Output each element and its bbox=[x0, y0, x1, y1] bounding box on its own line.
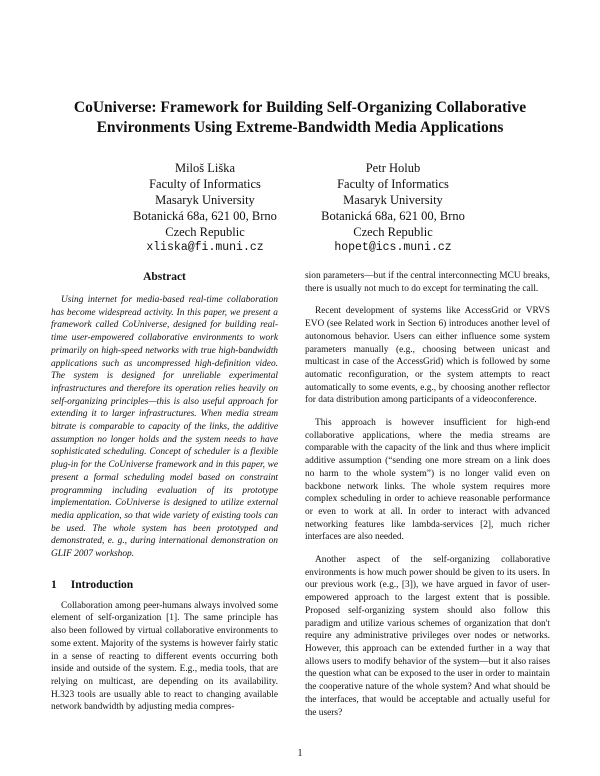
author-email: hopet@ics.muni.cz bbox=[334, 241, 452, 254]
page-number: 1 bbox=[297, 748, 303, 759]
body-paragraph: This approach is however insufficient for high-end collaborative applications, where the media streams are comparable with the capacity of the link and thus where implicit additive assumption (“sending one more stream on a link does no harm to the whole system”) is no longer valid even on backbone network links. The whole system requires more complex scheduling in order to achieve reasonable performance or even to work at all. In order to interact with advanced networking features like lambda-services [2], much richer interfaces are also needed. bbox=[305, 418, 550, 543]
author-block-2 bbox=[293, 160, 493, 256]
author-name: Miloš Liška bbox=[174, 161, 236, 175]
author-institution: Masaryk University bbox=[343, 193, 443, 207]
section-heading bbox=[51, 578, 278, 592]
right-column bbox=[305, 270, 550, 729]
body-paragraph: Another aspect of the self-organizing collaborative environments is how much power should be given to its users. In our previous work (e.g., [3]), we have argued in favor of user-empowered approach to the largest extent that is possible. Proposed self-organizing system should also follow this paradigm and utilize various schemes of organization that don't require any administrative privileges over nodes or networks. However, this approach can be extended further in a way that allows users to modify behavior of the system—but it also raises the question what can be exposed to the user in order to maintain the cooperative nature of the whole system? And what should be the interfaces, that would be acceptable and actually useful for the users? bbox=[305, 555, 550, 718]
body-paragraph: sion parameters—but if the central interconnecting MCU breaks, there is usually not much to do except for terminating the call. bbox=[305, 271, 550, 294]
left-column bbox=[51, 270, 278, 714]
author-institution: Masaryk University bbox=[155, 193, 255, 207]
abstract-text: Using internet for media-based real-time collaboration has become widespread activity. In this paper, we present a framework called CoUniverse, designed for building real-time user-empowered collaborative environments to work primarily on high-speed networks with true high-bandwidth applications such as uncompressed high-definition video. The system is designed for unreliable experimental infrastructures and therefore its operation relies heavily on self-organizing principles—this is also useful approach for extending it to larger infrastructures. When media stream bitrate is comparable to capacity of the links, the additive assumption no longer holds and the system needs to have sophisticated scheduling. Concept of scheduler is a flexible plug-in for the CoUniverse framework and in this paper, we present a formal scheduling model based on constraint programming including evaluation of its prototype implementation. CoUniverse is designed to utilize external media application, so that wide variety of existing tools can be used. The whole system has been prototyped and demonstrated, e. g., during international demonstration on GLIF 2007 workshop. bbox=[51, 295, 278, 560]
author-affiliation: Faculty of Informatics bbox=[149, 177, 261, 191]
author-country: Czech Republic bbox=[165, 225, 245, 239]
section-number: 1 bbox=[51, 578, 57, 591]
author-country: Czech Republic bbox=[353, 225, 433, 239]
intro-paragraph: Collaboration among peer-humans always involved some element of self-organization [1]. The same principle has also been followed by virtual collaborative environments to some extent. Majority of the systems is however fairly static in a sense of reacting to different events occurring both inside and outside of the system. E.g., media tools, that are relying on multicast, are depending on its availability. H.323 tools are usually able to react to changing available network bandwidth by adjusting media compres- bbox=[51, 600, 278, 713]
author-email: xliska@fi.muni.cz bbox=[146, 241, 264, 254]
author-affiliation: Faculty of Informatics bbox=[337, 177, 449, 191]
body-paragraph: Recent development of systems like AccessGrid or VRVS EVO (see Related work in Section 6) introduces another level of autonomous behavior. Users can either influence some system parameters manually (e.g., choosing between unicast and multicast in case of the AccessGrid) which is followed by some automatic reconfiguration, or the system attempts to react automatically to some events, e.g., by choosing another reflector for data distribution among participants of a videoconference. bbox=[305, 306, 550, 406]
paper-title bbox=[40, 98, 560, 138]
author-block-1 bbox=[105, 160, 305, 256]
title-line-2: Environments Using Extreme-Bandwidth Media Applications bbox=[96, 119, 504, 136]
author-address: Botanická 68a, 621 00, Brno bbox=[133, 209, 277, 223]
author-name: Petr Holub bbox=[365, 161, 421, 175]
section-title: Introduction bbox=[70, 578, 134, 591]
author-address: Botanická 68a, 621 00, Brno bbox=[321, 209, 465, 223]
title-line-1: CoUniverse: Framework for Building Self-Organizing Collaborative bbox=[73, 99, 527, 116]
abstract-heading: Abstract bbox=[143, 271, 186, 283]
